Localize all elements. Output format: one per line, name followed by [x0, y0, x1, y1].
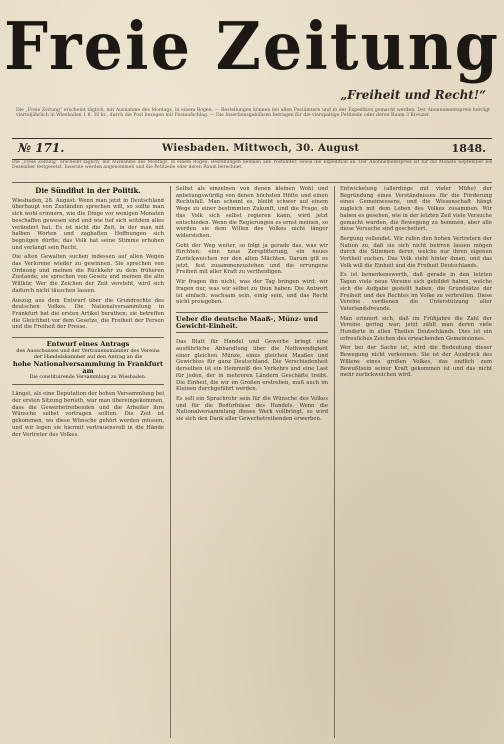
article-paragraph: Es ist bemerkenswerth, daß gerade in den letzten Tagen viele neue Vereine sich gebildet haben, welche sich die Aufgabe gestellt haben, die Grundsätze der Freiheit und des Rechtes im Volke zu verbreiten. Diese Vereine verdienen die Unterstützung aller Vaterlandsfreunde. — [340, 272, 492, 312]
column-1 — [12, 186, 164, 738]
prospectus-text: Die „Freie Zeitung“ erscheint täglich, mit Ausnahme des Montags, in einem Bogen. — Bestellungen können bei allen Postämtern und in der Expedition gemacht werden. Der Abonnementspreis beträgt vierteljährlich in Wiesbaden 1 fl. 30 kr., durch die Post bezogen mit Postaufschlag. — Die Insertionsgebühren betragen für die vierspaltige Petitzeile oder deren Raum 3 Kreuzer. — [16, 108, 490, 119]
article-paragraph: Bergung vollendet. Wir rufen den hohen Vertretern der Nation zu, daß sie sich nicht beirren lassen mögen durch die Stimmen derer, welche nur ihren eigenen Vortheil suchen. Das Volk steht hinter ihnen, und das Volk will die Einheit und die Freiheit Deutschlands. — [340, 235, 492, 269]
motion-subtitle: des Ausschusses und der Vertrauensmänner des Vereins der Handelskammer auf den Antrag an die — [16, 347, 160, 361]
article-paragraph: Das Blatt für Handel und Gewerbe bringt eine ausführliche Abhandlung über die Nothwendigkeit einer gleichen Münze, eines gleichen Maaßes und Gewichtes für ganz Deutschland. Die Verschiedenheit derselben ist ein Hemmniß des Verkehrs und eine Last für jeden, der in mehreren Ländern Geschäfte treibt. Die Einheit, die wir im Großen erstreben, muß auch im Kleinen durchgeführt werden. — [176, 339, 328, 393]
article-paragraph: Wir fragen ihn nicht, was der Tag bringen wird; wir fragen nur, was wir selbst zu thun haben. Die Antwort ist einfach: wachsam sein, einig sein, und das Recht nicht preisgeben. — [176, 279, 328, 306]
article-heading-box — [176, 312, 328, 333]
article-paragraph: Entwickelung (allerdings mit vieler Mühe) der Begründung eines Verständnisses für die Förderung eines Gemeinwesens, und die Wissenschaft hängt zugleich mit dem Leben des Volkes zusammen. Wir haben es gesehen, wie in der letzten Zeit viele Versuche gemacht wurden, die Bewegung zu hemmen, aber alle diese Versuche sind gescheitert. — [340, 186, 492, 233]
column-rule — [170, 186, 171, 738]
article-paragraph: Man erinnert sich, daß im Frühjahre die Zahl der Vereine gering war; jetzt zählt man deren viele Hunderte in allen Theilen Deutschlands. Dies ist ein erfreuliches Zeichen des erwachenden Gemeinsinnes. — [340, 315, 492, 342]
article-heading: Ueber die deutsche Maaß-, Münz- und Gewicht-Einheit. — [176, 314, 318, 330]
article-heading: Die Sündflut in der Politik. — [35, 186, 141, 195]
article-paragraph: Wiesbaden, 28. August. Wenn man jetzt in Deutschland überhaupt von Zuständen sprechen will, so sollte man sich wohl erinnern, wie die Dinge vor wenigen Monaten beschaffen gewesen sind und wie tief sich seitdem alles verändert hat. Es ist nicht die Zeit, in der man mit halben Worten und zaghaften Hoffnungen sich begnügen dürfte; das Volk hat seine Stimme erhoben und verlangt sein Recht. — [12, 197, 164, 251]
article-paragraph: Es soll ein Sprachrohr sein für die Wünsche des Volkes und für die Bedürfnisse des Handels. Wenn die Nationalversammlung dieses Werk vollbringt, so wird sie sich den Dank aller Gewerbetreibenden erwerben. — [176, 395, 328, 423]
article-paragraph: Längst, als eine Deputation der hohen Versammlung bei der ersten Sitzung berieth, war man übereingekommen, dass die Gewerbetreibenden und die Arbeiter ihre Wünsche selbst vortragen sollten. Die Zeit ist gekommen, wo diese Wünsche gehört werden müssen, und wir legen sie hiermit vertrauensvoll in die Hände der Vertreter des Volkes. — [12, 391, 164, 438]
motion-assembly: hohe Nationalversammlung in Frankfurt am — [12, 360, 164, 375]
article-paragraph: Auszug aus dem Entwurf über die Grundrechte des deutschen Volkes. Die Nationalversammlung in Frankfurt hat die ersten Artikel berathen; sie betreffen die Gleichheit vor dem Gesetze, die Freiheit der Person und die Freiheit der Presse. — [12, 297, 164, 331]
column-rule — [334, 186, 335, 738]
column-3 — [340, 186, 492, 738]
dateline — [12, 138, 492, 160]
masthead — [0, 0, 504, 138]
issue-date: Wiesbaden. Mittwoch, 30. August — [162, 143, 360, 154]
column-2 — [176, 186, 328, 738]
motion-note: Die constituirende Versammlung zu Wiesbaden. — [29, 374, 147, 380]
issue-number: № 171. — [18, 141, 65, 155]
article-paragraph: Wer bei der Sache ist, wird die Bedeutung dieser Bewegung nicht verkennen. Sie ist der Ausdruck des Willens eines großen Volkes, das endlich zum Bewußtsein seiner Kraft gekommen ist und das nicht mehr zurückweichen wird. — [340, 345, 492, 379]
article-paragraph: Die alten Gewalten suchen indessen auf allen Wegen das Verlorene wieder zu gewinnen. Sie sprechen von Ordnung und meinen die Rückkehr zu dem früheren Zustande; sie sprechen von Gesetz und meinen die alte Willkür. Wer die Zeichen der Zeit versteht, wird sich dadurch nicht täuschen lassen. — [12, 254, 164, 294]
article-paragraph: Selbst als einzelnen von denen kleinen Wohl und anbetungswürdig von denen höchsten Hütte und einen Rechtsfall. Man scheint es, bleibt schwer auf einem Wege zu einer bestimmten Zukunft, und die Frage, ob das Volk sich selbst regieren kann, wird jetzt entschieden. Wenn die Regierungen es ernst meinen, so werden sie dem Willen des Volkes nicht länger widerstehen. — [176, 186, 328, 239]
article-paragraph: Geht der Weg weiter, so folgt ja gerade das, was wir fürchten: eine neue Zersplitterung, ein neues Zurückweichen vor den alten Mächten. Darum gilt es jetzt, fest zusammenzustehen und die errungene Freiheit mit aller Kraft zu vertheidigen. — [176, 242, 328, 276]
preamble-text: Die „Freie Zeitung“ erscheint täglich, mit Ausnahme des Montags, in einem Bogen. Bestellungen nehmen alle Postämter, sowie die Expedition an. Der Abonnementspreis ist für die Monate September bis Dezember festgesetzt. Inserate werden angenommen und die Petitzeile oder deren Raum berechnet. — [12, 160, 492, 183]
motto: „Freiheit und Recht!“ — [340, 88, 486, 102]
motion-title: Entwurf eines Antrags — [46, 340, 130, 349]
masthead-title: Freie Zeitung — [3, 8, 501, 85]
issue-year: 1848. — [451, 142, 486, 155]
motion-box — [12, 337, 164, 385]
